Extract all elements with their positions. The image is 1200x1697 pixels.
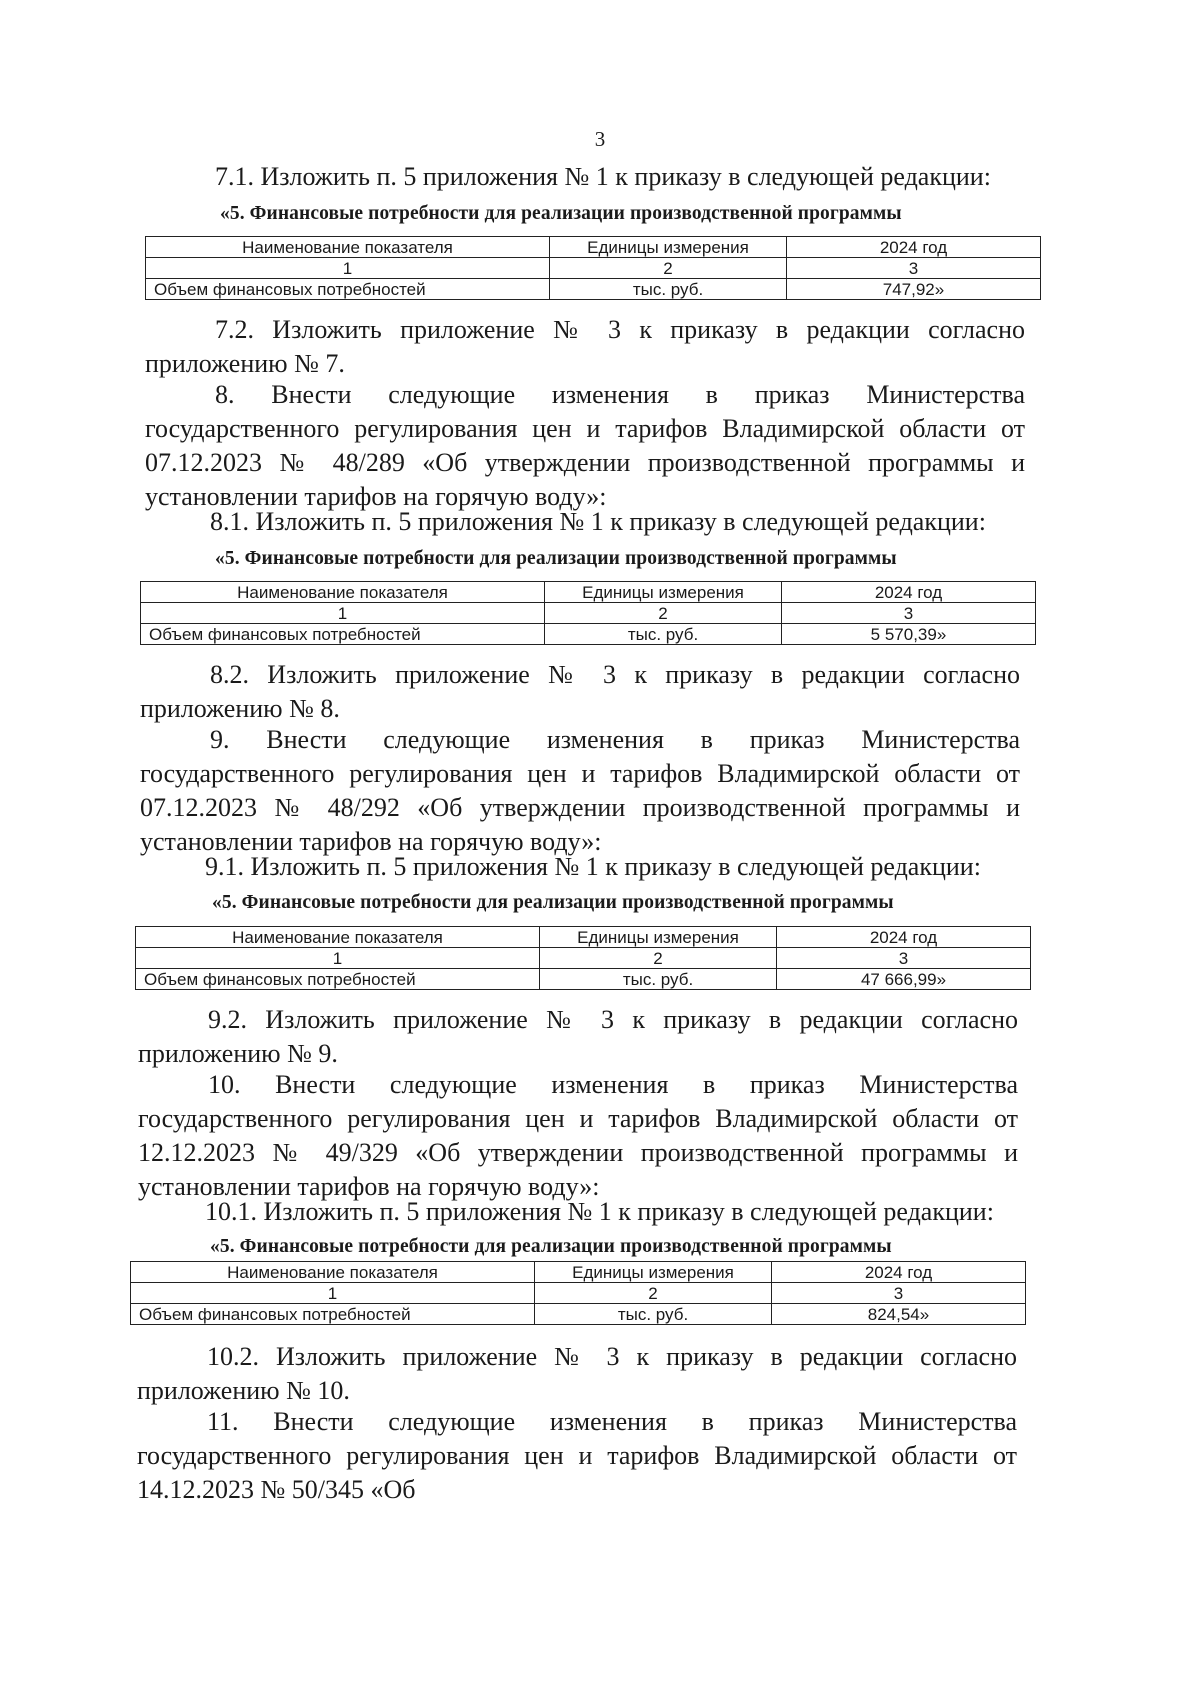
header-unit: Единицы измерения: [545, 582, 782, 603]
paragraph-8-1: 8.1. Изложить п. 5 приложения № 1 к приказу в следующей редакции:: [210, 507, 986, 536]
table-2: [140, 581, 1036, 645]
column-number: 2: [550, 258, 787, 279]
table-row: [141, 624, 1036, 645]
header-indicator: Наименование показателя: [141, 582, 545, 603]
paragraph-11: 11. Внести следующие изменения в приказ Министерства государственного регулирования цен и тарифов Владимирской области от 14.12.2023 № 50/345 «Об: [137, 1407, 1017, 1504]
paragraph-9: 9. Внести следующие изменения в приказ Министерства государственного регулирования цен и тарифов Владимирской области от 07.12.2023 № 48/292 «Об утверждении производственной программы и установлении тарифов на горячую воду»:: [140, 725, 1020, 856]
table-row: [136, 948, 1031, 969]
page-number: 3: [594, 127, 606, 151]
table-4-heading: «5. Финансовые потребности для реализации производственной программы: [210, 1236, 892, 1257]
header-year: 2024 год: [782, 582, 1036, 603]
table-3-heading: «5. Финансовые потребности для реализации производственной программы: [212, 892, 894, 913]
paragraph-10-2: 10.2. Изложить приложение № 3 к приказу в редакции согласно приложению № 10.: [137, 1342, 1017, 1405]
table-row: [146, 258, 1041, 279]
table-1: [145, 236, 1041, 300]
header-indicator: Наименование показателя: [136, 927, 540, 948]
column-number: 1: [136, 948, 540, 969]
table-row: [141, 603, 1036, 624]
column-number: 3: [782, 603, 1036, 624]
header-indicator: Наименование показателя: [131, 1262, 535, 1283]
paragraph-9-1: 9.1. Изложить п. 5 приложения № 1 к приказу в следующей редакции:: [205, 852, 981, 881]
table-row: [131, 1283, 1026, 1304]
table-row: [131, 1304, 1026, 1325]
row-value: 5 570,39»: [782, 624, 1036, 645]
table-3: [135, 926, 1031, 990]
paragraph-10: 10. Внести следующие изменения в приказ Министерства государственного регулирования цен и тарифов Владимирской области от 12.12.2023 № 49/329 «Об утверждении производственной программы и установлении тарифов на горячую воду»:: [138, 1070, 1018, 1201]
column-number: 1: [131, 1283, 535, 1304]
table-1-heading: «5. Финансовые потребности для реализации производственной программы: [220, 203, 902, 224]
column-number: 1: [141, 603, 545, 624]
header-year: 2024 год: [777, 927, 1031, 948]
header-year: 2024 год: [772, 1262, 1026, 1283]
table-row: [141, 582, 1036, 603]
row-indicator: Объем финансовых потребностей: [131, 1304, 535, 1325]
paragraph-10-1: 10.1. Изложить п. 5 приложения № 1 к приказу в следующей редакции:: [205, 1197, 994, 1226]
column-number: 1: [146, 258, 550, 279]
header-unit: Единицы измерения: [550, 237, 787, 258]
table-2-heading: «5. Финансовые потребности для реализации производственной программы: [215, 548, 897, 569]
column-number: 2: [545, 603, 782, 624]
paragraph-9-2: 9.2. Изложить приложение № 3 к приказу в редакции согласно приложению № 9.: [138, 1005, 1018, 1068]
row-value: 747,92»: [787, 279, 1041, 300]
paragraph-8: 8. Внести следующие изменения в приказ Министерства государственного регулирования цен и тарифов Владимирской области от 07.12.2023 № 48/289 «Об утверждении производственной программы и установлении тарифов на горячую воду»:: [145, 380, 1025, 511]
header-year: 2024 год: [787, 237, 1041, 258]
row-indicator: Объем финансовых потребностей: [136, 969, 540, 990]
paragraph-7-1: 7.1. Изложить п. 5 приложения № 1 к приказу в следующей редакции:: [215, 162, 991, 191]
row-value: 47 666,99»: [777, 969, 1031, 990]
column-number: 3: [777, 948, 1031, 969]
table-row: [131, 1262, 1026, 1283]
row-unit: тыс. руб.: [540, 969, 777, 990]
paragraph-8-2: 8.2. Изложить приложение № 3 к приказу в редакции согласно приложению № 8.: [140, 660, 1020, 723]
row-unit: тыс. руб.: [535, 1304, 772, 1325]
header-unit: Единицы измерения: [535, 1262, 772, 1283]
column-number: 2: [540, 948, 777, 969]
row-unit: тыс. руб.: [545, 624, 782, 645]
row-value: 824,54»: [772, 1304, 1026, 1325]
paragraph-7-2: 7.2. Изложить приложение № 3 к приказу в редакции согласно приложению № 7.: [145, 315, 1025, 378]
table-row: [146, 279, 1041, 300]
column-number: 3: [787, 258, 1041, 279]
column-number: 3: [772, 1283, 1026, 1304]
table-row: [136, 927, 1031, 948]
table-4: [130, 1261, 1026, 1325]
row-unit: тыс. руб.: [550, 279, 787, 300]
header-indicator: Наименование показателя: [146, 237, 550, 258]
column-number: 2: [535, 1283, 772, 1304]
row-indicator: Объем финансовых потребностей: [146, 279, 550, 300]
table-row: [146, 237, 1041, 258]
header-unit: Единицы измерения: [540, 927, 777, 948]
row-indicator: Объем финансовых потребностей: [141, 624, 545, 645]
table-row: [136, 969, 1031, 990]
